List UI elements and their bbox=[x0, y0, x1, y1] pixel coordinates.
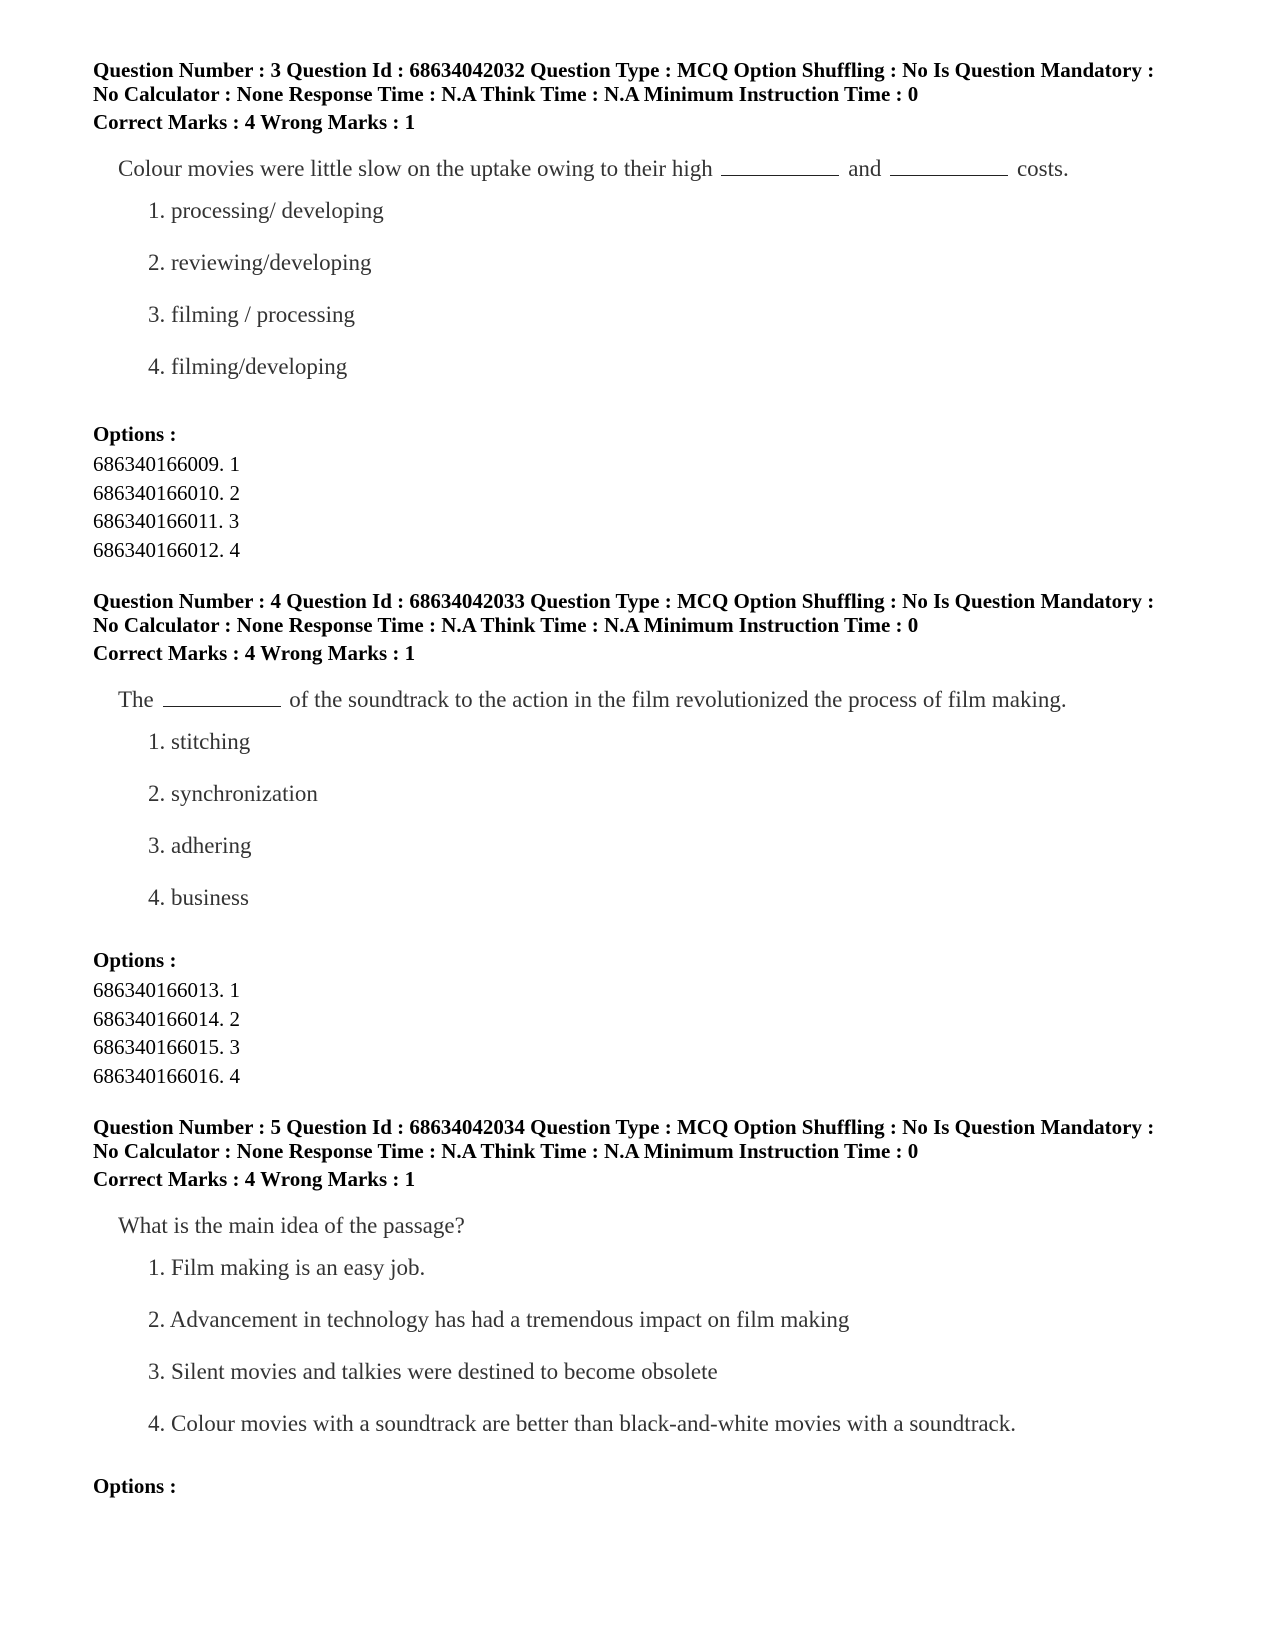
options-label: Options : bbox=[93, 422, 177, 446]
question-meta-line2: No Calculator : None Response Time : N.A Think Time : N.A Minimum Instruction Time : 0 bbox=[93, 82, 919, 106]
options-label: Options : bbox=[93, 1474, 177, 1498]
answer-choice: 3. filming / processing bbox=[148, 302, 355, 327]
answer-blank bbox=[890, 157, 1008, 176]
options-list bbox=[93, 450, 1193, 565]
question-block-4 bbox=[93, 589, 1193, 936]
answer-choice: 4. filming/developing bbox=[148, 354, 348, 379]
option-id: 686340166010. 2 bbox=[93, 480, 240, 505]
answer-choice: 2. Advancement in technology has had a tremendous impact on film making bbox=[148, 1307, 850, 1332]
answer-choice: 3. Silent movies and talkies were destined to become obsolete bbox=[148, 1359, 718, 1384]
option-id: 686340166012. 4 bbox=[93, 538, 240, 563]
option-id: 686340166015. 3 bbox=[93, 1035, 240, 1060]
stem-text-part: The bbox=[118, 687, 154, 712]
options-block-3 bbox=[93, 422, 1193, 565]
question-marks: Correct Marks : 4 Wrong Marks : 1 bbox=[93, 110, 416, 134]
question-meta-line2: No Calculator : None Response Time : N.A Think Time : N.A Minimum Instruction Time : 0 bbox=[93, 613, 919, 637]
stem-text-part: costs. bbox=[1016, 156, 1069, 181]
answer-blank bbox=[163, 688, 281, 707]
question-meta-line1: Question Number : 5 Question Id : 68634042034 Question Type : MCQ Option Shuffling : No Is Question Mandatory : bbox=[93, 1115, 1155, 1139]
answer-choices bbox=[148, 197, 1193, 381]
question-block-5 bbox=[93, 1115, 1193, 1462]
option-id: 686340166016. 4 bbox=[93, 1064, 240, 1089]
question-meta-line2: No Calculator : None Response Time : N.A Think Time : N.A Minimum Instruction Time : 0 bbox=[93, 1139, 919, 1163]
stem-text-part: of the soundtrack to the action in the film revolutionized the process of film making. bbox=[289, 687, 1067, 712]
question-marks: Correct Marks : 4 Wrong Marks : 1 bbox=[93, 1167, 416, 1191]
question-stem: What is the main idea of the passage? bbox=[118, 1213, 465, 1238]
question-meta-line1: Question Number : 3 Question Id : 68634042032 Question Type : MCQ Option Shuffling : No Is Question Mandatory : bbox=[93, 58, 1155, 82]
answer-choice: 4. Colour movies with a soundtrack are better than black-and-white movies with a soundtrack. bbox=[148, 1411, 1017, 1436]
stem-text-part: Colour movies were little slow on the uptake owing to their high bbox=[118, 156, 713, 181]
answer-choice: 4. business bbox=[148, 885, 249, 910]
question-meta-line1: Question Number : 4 Question Id : 68634042033 Question Type : MCQ Option Shuffling : No Is Question Mandatory : bbox=[93, 589, 1155, 613]
answer-blank bbox=[721, 157, 839, 176]
option-id: 686340166009. 1 bbox=[93, 452, 240, 476]
options-label: Options : bbox=[93, 948, 177, 972]
answer-choice: 2. synchronization bbox=[148, 781, 318, 806]
answer-choices bbox=[148, 728, 1193, 912]
question-block-3 bbox=[93, 58, 1193, 405]
answer-choice: 2. reviewing/developing bbox=[148, 250, 372, 275]
options-list bbox=[93, 976, 1193, 1091]
answer-choices bbox=[148, 1254, 1193, 1438]
answer-choice: 3. adhering bbox=[148, 833, 252, 858]
answer-choice: 1. processing/ developing bbox=[148, 198, 384, 223]
answer-choice: 1. Film making is an easy job. bbox=[148, 1255, 426, 1280]
question-stem bbox=[118, 686, 1193, 714]
option-id: 686340166013. 1 bbox=[93, 978, 240, 1002]
question-marks: Correct Marks : 4 Wrong Marks : 1 bbox=[93, 641, 416, 665]
options-block-4 bbox=[93, 948, 1193, 1091]
stem-text-part: and bbox=[848, 156, 882, 181]
question-stem bbox=[118, 155, 1193, 183]
option-id: 686340166011. 3 bbox=[93, 509, 240, 534]
answer-choice: 1. stitching bbox=[148, 729, 251, 754]
options-block-5 bbox=[93, 1474, 1193, 1498]
option-id: 686340166014. 2 bbox=[93, 1006, 240, 1031]
